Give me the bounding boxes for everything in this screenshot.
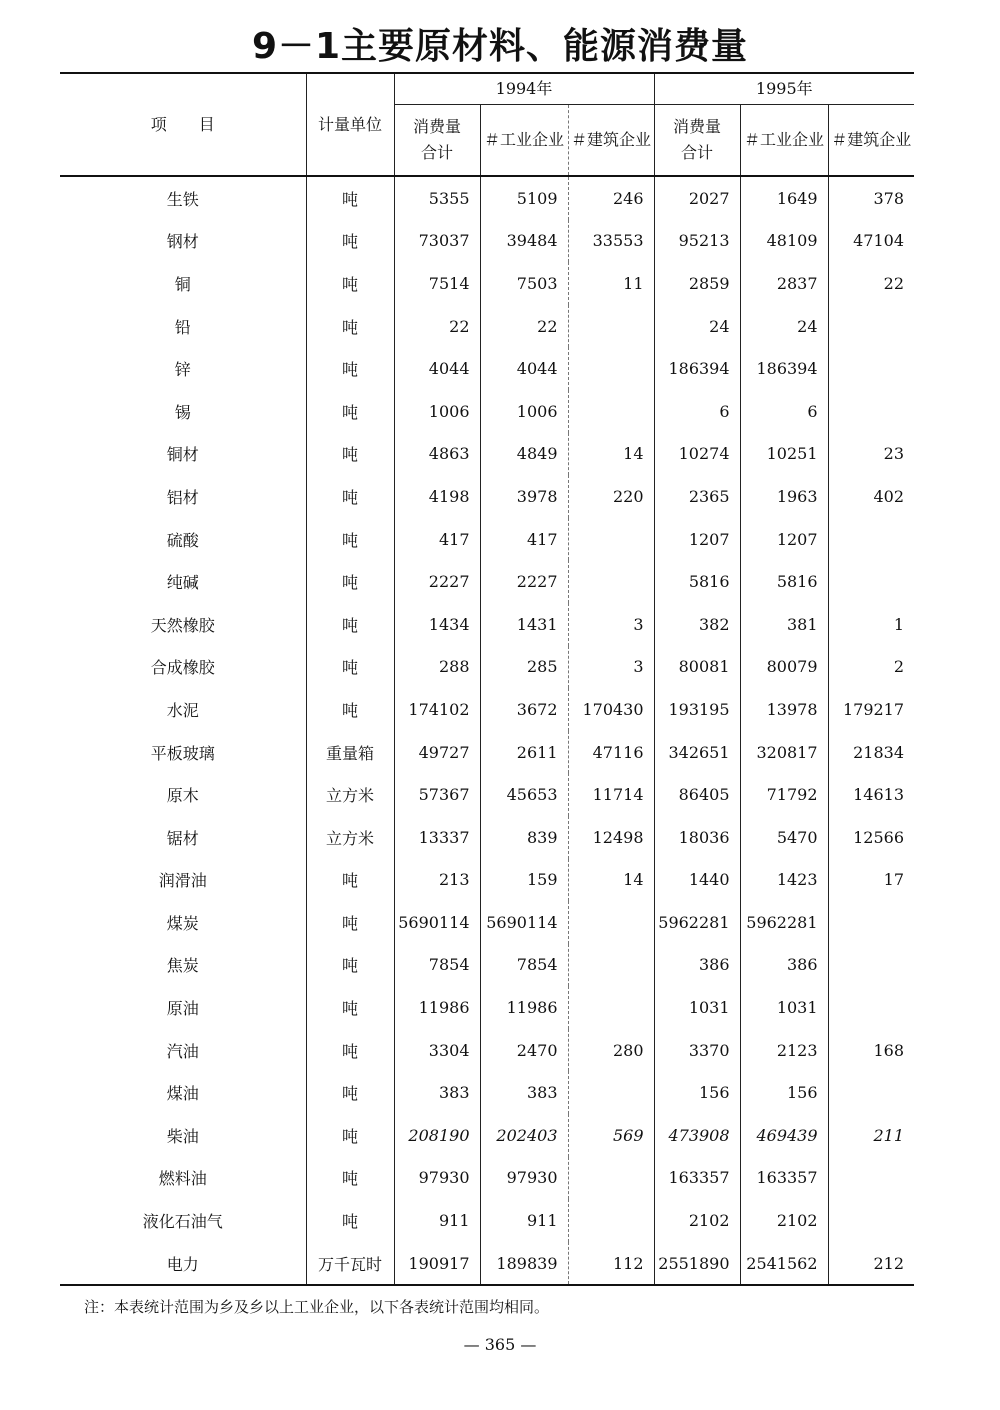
value-construction-1994 <box>568 518 654 561</box>
table-row <box>60 176 914 220</box>
table-row <box>60 859 914 902</box>
value-construction-1994 <box>568 1071 654 1114</box>
value-industrial-1994: 7854 <box>480 944 568 987</box>
value-total-1994: 7854 <box>394 944 480 987</box>
value-total-1994: 190917 <box>394 1242 480 1286</box>
value-construction-1994: 112 <box>568 1242 654 1286</box>
value-total-1994: 57367 <box>394 773 480 816</box>
value-total-1994: 97930 <box>394 1157 480 1200</box>
value-construction-1994: 47116 <box>568 731 654 774</box>
value-total-1994: 174102 <box>394 688 480 731</box>
value-construction-1994 <box>568 944 654 987</box>
table-row <box>60 1199 914 1242</box>
value-total-1995: 2102 <box>654 1199 740 1242</box>
item-unit: 立方米 <box>306 773 394 816</box>
table-row <box>60 603 914 646</box>
value-total-1995: 5816 <box>654 560 740 603</box>
header-total-line1: 消费量 <box>412 117 461 136</box>
value-construction-1995: 179217 <box>828 688 914 731</box>
value-industrial-1994: 5690114 <box>480 901 568 944</box>
item-name: 煤炭 <box>166 913 199 933</box>
value-total-1994: 73037 <box>394 220 480 263</box>
value-construction-1995: 378 <box>828 176 914 220</box>
value-construction-1994 <box>568 305 654 348</box>
value-industrial-1995: 80079 <box>740 646 828 689</box>
item-unit: 吨 <box>306 1029 394 1072</box>
value-construction-1995: 14613 <box>828 773 914 816</box>
value-construction-1995 <box>828 1071 914 1114</box>
table-body <box>60 176 914 1285</box>
value-total-1994: 1434 <box>394 603 480 646</box>
table-row <box>60 688 914 731</box>
item-unit: 吨 <box>306 475 394 518</box>
value-total-1994: 4863 <box>394 433 480 476</box>
table-row <box>60 1114 914 1157</box>
value-construction-1994: 3 <box>568 646 654 689</box>
value-total-1995: 386 <box>654 944 740 987</box>
value-industrial-1995: 71792 <box>740 773 828 816</box>
item-name: 铅 <box>174 317 191 337</box>
value-industrial-1995: 1423 <box>740 859 828 902</box>
item-name: 煤油 <box>166 1084 199 1104</box>
value-total-1995: 193195 <box>654 688 740 731</box>
value-industrial-1994: 383 <box>480 1071 568 1114</box>
value-construction-1994: 11714 <box>568 773 654 816</box>
header-total-line2: 合计 <box>420 143 453 162</box>
value-total-1995: 6 <box>654 390 740 433</box>
value-industrial-1994: 4849 <box>480 433 568 476</box>
value-total-1994: 2227 <box>394 560 480 603</box>
value-construction-1994: 220 <box>568 475 654 518</box>
value-total-1995: 186394 <box>654 347 740 390</box>
value-industrial-1994: 11986 <box>480 986 568 1029</box>
header-industrial-1995: ＃工业企业 <box>740 105 828 177</box>
value-construction-1995: 23 <box>828 433 914 476</box>
item-unit: 吨 <box>306 1157 394 1200</box>
item-name: 汽油 <box>166 1041 199 1061</box>
item-name: 钢材 <box>166 232 199 252</box>
value-construction-1994 <box>568 560 654 603</box>
value-industrial-1995: 24 <box>740 305 828 348</box>
value-industrial-1995: 5470 <box>740 816 828 859</box>
value-total-1994: 49727 <box>394 731 480 774</box>
value-industrial-1995: 156 <box>740 1071 828 1114</box>
table-row <box>60 262 914 305</box>
item-name: 柴油 <box>166 1126 199 1146</box>
value-industrial-1994: 1431 <box>480 603 568 646</box>
value-total-1994: 11986 <box>394 986 480 1029</box>
value-total-1995: 342651 <box>654 731 740 774</box>
header-construction-1994: ＃建筑企业 <box>568 105 654 177</box>
table-header <box>60 73 914 176</box>
table-row <box>60 305 914 348</box>
table-row <box>60 731 914 774</box>
value-industrial-1994: 39484 <box>480 220 568 263</box>
header-total-line1: 消费量 <box>673 117 722 136</box>
value-construction-1995 <box>828 944 914 987</box>
value-construction-1995: 17 <box>828 859 914 902</box>
value-construction-1994 <box>568 901 654 944</box>
header-year-1995: 1995年 <box>654 73 914 105</box>
value-construction-1995: 22 <box>828 262 914 305</box>
value-construction-1995: 47104 <box>828 220 914 263</box>
value-industrial-1994: 45653 <box>480 773 568 816</box>
item-name: 液化石油气 <box>142 1212 223 1232</box>
value-construction-1995: 12566 <box>828 816 914 859</box>
table-row <box>60 901 914 944</box>
table-row <box>60 1071 914 1114</box>
header-total-line2: 合计 <box>681 143 714 162</box>
item-unit: 吨 <box>306 1071 394 1114</box>
value-total-1995: 1440 <box>654 859 740 902</box>
value-construction-1994 <box>568 390 654 433</box>
value-total-1995: 5962281 <box>654 901 740 944</box>
value-industrial-1994: 285 <box>480 646 568 689</box>
value-industrial-1994: 189839 <box>480 1242 568 1286</box>
value-industrial-1994: 2227 <box>480 560 568 603</box>
value-total-1995: 10274 <box>654 433 740 476</box>
value-construction-1995: 211 <box>828 1114 914 1157</box>
value-construction-1995 <box>828 390 914 433</box>
value-construction-1994 <box>568 986 654 1029</box>
value-industrial-1994: 3672 <box>480 688 568 731</box>
value-total-1994: 1006 <box>394 390 480 433</box>
value-construction-1995 <box>828 560 914 603</box>
value-industrial-1994: 159 <box>480 859 568 902</box>
table-row <box>60 433 914 476</box>
item-name: 纯碱 <box>166 573 199 593</box>
table-row <box>60 347 914 390</box>
value-total-1994: 7514 <box>394 262 480 305</box>
item-unit: 吨 <box>306 560 394 603</box>
item-name: 铝材 <box>166 487 199 507</box>
item-unit: 吨 <box>306 1199 394 1242</box>
item-name: 生铁 <box>166 189 199 209</box>
value-industrial-1994: 911 <box>480 1199 568 1242</box>
table-row <box>60 1242 914 1286</box>
value-total-1994: 213 <box>394 859 480 902</box>
item-name: 铜材 <box>166 445 199 465</box>
value-total-1994: 911 <box>394 1199 480 1242</box>
value-industrial-1995: 48109 <box>740 220 828 263</box>
value-construction-1994: 14 <box>568 859 654 902</box>
item-name: 铜 <box>174 274 191 294</box>
item-unit: 吨 <box>306 646 394 689</box>
table-row <box>60 560 914 603</box>
item-unit: 吨 <box>306 1114 394 1157</box>
item-unit: 吨 <box>306 220 394 263</box>
table-row <box>60 816 914 859</box>
value-construction-1994: 33553 <box>568 220 654 263</box>
value-total-1994: 5690114 <box>394 901 480 944</box>
value-construction-1994: 569 <box>568 1114 654 1157</box>
header-year-1994: 1994年 <box>394 73 654 105</box>
value-construction-1994: 14 <box>568 433 654 476</box>
value-total-1994: 5355 <box>394 176 480 220</box>
value-industrial-1995: 186394 <box>740 347 828 390</box>
table-row <box>60 944 914 987</box>
value-total-1995: 95213 <box>654 220 740 263</box>
value-industrial-1995: 13978 <box>740 688 828 731</box>
value-total-1994: 417 <box>394 518 480 561</box>
item-unit: 吨 <box>306 859 394 902</box>
item-unit: 吨 <box>306 944 394 987</box>
value-industrial-1994: 2470 <box>480 1029 568 1072</box>
item-unit: 吨 <box>306 518 394 561</box>
value-total-1995: 24 <box>654 305 740 348</box>
item-unit: 吨 <box>306 347 394 390</box>
value-total-1994: 3304 <box>394 1029 480 1072</box>
value-construction-1995 <box>828 305 914 348</box>
item-unit: 吨 <box>306 390 394 433</box>
item-name: 水泥 <box>166 700 199 720</box>
value-industrial-1995: 320817 <box>740 731 828 774</box>
value-construction-1994: 170430 <box>568 688 654 731</box>
value-total-1994: 4044 <box>394 347 480 390</box>
header-total-1995 <box>654 105 740 177</box>
value-construction-1994 <box>568 347 654 390</box>
item-unit: 重量箱 <box>306 731 394 774</box>
value-industrial-1994: 839 <box>480 816 568 859</box>
value-industrial-1995: 2541562 <box>740 1242 828 1286</box>
value-total-1994: 288 <box>394 646 480 689</box>
header-industrial-1994: ＃工业企业 <box>480 105 568 177</box>
value-industrial-1995: 2837 <box>740 262 828 305</box>
value-industrial-1994: 2611 <box>480 731 568 774</box>
value-total-1994: 22 <box>394 305 480 348</box>
value-construction-1994 <box>568 1157 654 1200</box>
value-industrial-1995: 1031 <box>740 986 828 1029</box>
value-industrial-1995: 5962281 <box>740 901 828 944</box>
item-name: 合成橡胶 <box>150 658 215 678</box>
value-construction-1995 <box>828 518 914 561</box>
consumption-table <box>60 72 914 1286</box>
value-industrial-1995: 6 <box>740 390 828 433</box>
value-construction-1995: 212 <box>828 1242 914 1286</box>
value-industrial-1995: 5816 <box>740 560 828 603</box>
value-construction-1994: 246 <box>568 176 654 220</box>
value-total-1995: 80081 <box>654 646 740 689</box>
item-unit: 吨 <box>306 901 394 944</box>
header-unit: 计量单位 <box>306 73 394 176</box>
item-unit: 万千瓦时 <box>306 1242 394 1286</box>
value-construction-1995: 21834 <box>828 731 914 774</box>
value-construction-1995 <box>828 347 914 390</box>
value-construction-1994 <box>568 1199 654 1242</box>
value-construction-1995 <box>828 986 914 1029</box>
value-industrial-1994: 1006 <box>480 390 568 433</box>
value-total-1995: 18036 <box>654 816 740 859</box>
header-item: 项 目 <box>60 73 306 176</box>
value-industrial-1995: 2123 <box>740 1029 828 1072</box>
value-construction-1994: 12498 <box>568 816 654 859</box>
value-industrial-1995: 386 <box>740 944 828 987</box>
value-industrial-1994: 7503 <box>480 262 568 305</box>
table-row <box>60 986 914 1029</box>
value-total-1995: 2027 <box>654 176 740 220</box>
value-total-1995: 473908 <box>654 1114 740 1157</box>
table-row <box>60 646 914 689</box>
item-name: 电力 <box>60 1242 306 1286</box>
footnote: 注：本表统计范围为乡及乡以上工业企业，以下各表统计范围均相同。 <box>84 1298 550 1316</box>
item-unit: 吨 <box>306 433 394 476</box>
value-industrial-1994: 22 <box>480 305 568 348</box>
value-industrial-1995: 469439 <box>740 1114 828 1157</box>
item-name: 润滑油 <box>158 871 207 891</box>
value-construction-1994: 3 <box>568 603 654 646</box>
value-total-1995: 156 <box>654 1071 740 1114</box>
value-total-1995: 2365 <box>654 475 740 518</box>
value-industrial-1995: 381 <box>740 603 828 646</box>
table-row <box>60 475 914 518</box>
value-total-1995: 382 <box>654 603 740 646</box>
item-unit: 吨 <box>306 603 394 646</box>
item-name: 硫酸 <box>166 530 199 550</box>
value-industrial-1994: 417 <box>480 518 568 561</box>
value-total-1995: 163357 <box>654 1157 740 1200</box>
value-total-1994: 13337 <box>394 816 480 859</box>
page-title: 9－1主要原材料、能源消费量 <box>251 26 749 67</box>
item-unit: 吨 <box>306 986 394 1029</box>
item-name: 锡 <box>174 402 191 422</box>
table-row <box>60 220 914 263</box>
value-construction-1994: 11 <box>568 262 654 305</box>
value-total-1995: 1031 <box>654 986 740 1029</box>
value-total-1994: 208190 <box>394 1114 480 1157</box>
item-unit: 吨 <box>306 176 394 220</box>
item-unit: 吨 <box>306 262 394 305</box>
value-industrial-1995: 1963 <box>740 475 828 518</box>
table-row <box>60 1029 914 1072</box>
value-industrial-1995: 10251 <box>740 433 828 476</box>
item-unit: 立方米 <box>306 816 394 859</box>
item-name: 原木 <box>166 786 199 806</box>
value-construction-1995: 402 <box>828 475 914 518</box>
value-total-1995: 86405 <box>654 773 740 816</box>
header-construction-1995: ＃建筑企业 <box>828 105 914 177</box>
item-unit: 吨 <box>306 688 394 731</box>
table-row <box>60 390 914 433</box>
table-row <box>60 1157 914 1200</box>
value-total-1995: 2551890 <box>654 1242 740 1286</box>
item-name: 原油 <box>166 999 199 1019</box>
item-unit: 吨 <box>306 305 394 348</box>
value-total-1995: 2859 <box>654 262 740 305</box>
value-industrial-1994: 4044 <box>480 347 568 390</box>
value-industrial-1994: 5109 <box>480 176 568 220</box>
header-total-1994 <box>394 105 480 177</box>
value-total-1995: 3370 <box>654 1029 740 1072</box>
value-total-1995: 1207 <box>654 518 740 561</box>
value-total-1994: 383 <box>394 1071 480 1114</box>
value-construction-1995: 168 <box>828 1029 914 1072</box>
value-industrial-1995: 163357 <box>740 1157 828 1200</box>
value-industrial-1994: 202403 <box>480 1114 568 1157</box>
value-industrial-1995: 2102 <box>740 1199 828 1242</box>
table-row <box>60 773 914 816</box>
value-construction-1995: 2 <box>828 646 914 689</box>
value-construction-1994: 280 <box>568 1029 654 1072</box>
value-industrial-1995: 1649 <box>740 176 828 220</box>
value-total-1994: 4198 <box>394 475 480 518</box>
item-name: 天然橡胶 <box>150 615 215 635</box>
item-name: 锯材 <box>166 828 199 848</box>
value-construction-1995 <box>828 1199 914 1242</box>
value-construction-1995 <box>828 1157 914 1200</box>
value-industrial-1994: 97930 <box>480 1157 568 1200</box>
item-name: 锌 <box>174 360 191 380</box>
table-row <box>60 518 914 561</box>
value-industrial-1994: 3978 <box>480 475 568 518</box>
item-name: 焦炭 <box>166 956 199 976</box>
value-construction-1995 <box>828 901 914 944</box>
value-industrial-1995: 1207 <box>740 518 828 561</box>
item-name: 燃料油 <box>158 1169 207 1189</box>
item-name: 平板玻璃 <box>150 743 215 763</box>
page-number: — 365 — <box>463 1335 537 1354</box>
value-construction-1995: 1 <box>828 603 914 646</box>
consumption-table-wrap <box>60 72 914 1286</box>
